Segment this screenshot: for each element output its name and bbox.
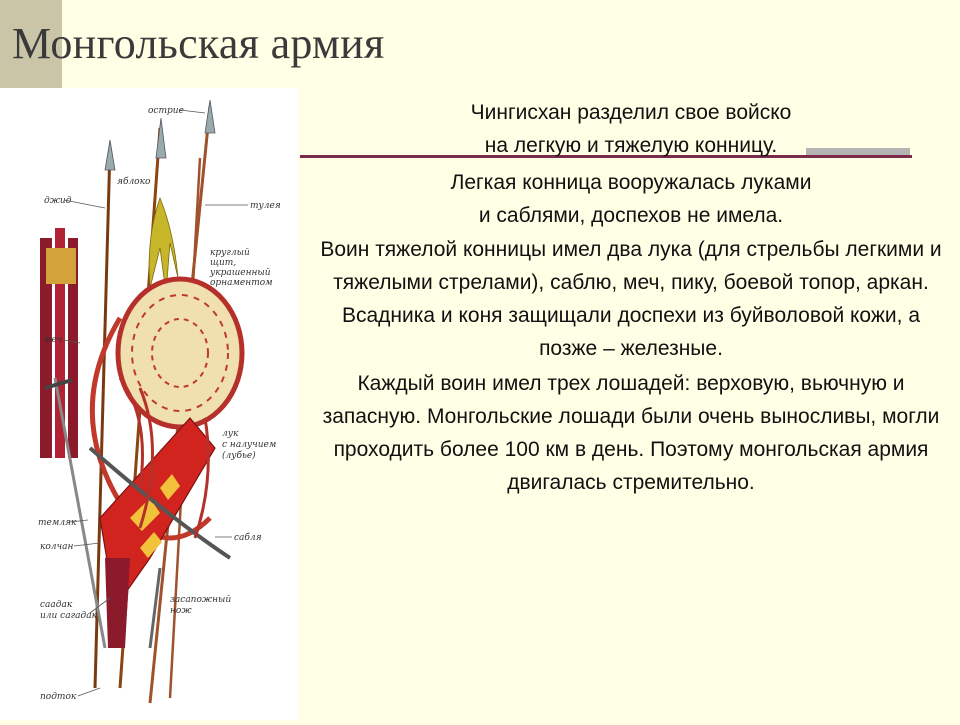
- label-sword: меч: [44, 335, 63, 345]
- spear-tip-2: [156, 118, 166, 158]
- paragraph-light-cavalry: [318, 166, 944, 232]
- label-knife-1: засапожный: [170, 595, 232, 605]
- paragraph-line: и саблями, доспехов не имела.: [478, 204, 784, 227]
- bowcase: [105, 558, 130, 648]
- paragraph-divisions: [318, 96, 944, 162]
- label-saber: сабля: [234, 533, 262, 543]
- label-butt: подток: [40, 692, 77, 702]
- spear-tip: [205, 100, 215, 133]
- label-knife-2: нож: [170, 606, 192, 616]
- javelin-tip: [105, 140, 115, 170]
- paragraph-horses: Каждый воин имел трех лошадей: верховую, вьючную и запасную. Монгольские лошади были очень выносливы, могли проходить более 100 км в день. Поэтому монгольская армия двигалась стремительно.: [322, 372, 940, 494]
- paragraph-line: Чингисхан разделил свое войско: [470, 101, 792, 124]
- paragraph-line: на легкую и тяжелую конницу.: [484, 134, 778, 157]
- label-tip: острие: [148, 106, 184, 116]
- label-apple: яблоко: [117, 177, 151, 187]
- label-bow-3: (лубье): [222, 451, 256, 461]
- label-bow-2: с налучием: [222, 440, 277, 450]
- round-shield: [118, 279, 242, 427]
- label-shield-4: орнаментом: [210, 278, 273, 288]
- label-javelin: джид: [44, 196, 72, 206]
- label-bow-1: лук: [222, 429, 239, 439]
- leader-butt: [78, 688, 100, 696]
- label-bowcase-2: или сагадак: [40, 611, 97, 621]
- weapons-drawing: [0, 88, 298, 720]
- label-lanyard: темляк: [38, 518, 77, 528]
- label-quiver: колчан: [40, 542, 74, 552]
- paragraph-heavy-cavalry: Воин тяжелой конницы имел два лука (для стрельбы легкими и тяжелыми стрелами), саблю, меч, пику, боевой топор, аркан. Всадника и коня защищали доспехи из буйволовой кожи, а позже – железные.: [320, 238, 942, 360]
- label-shield-2: щит,: [210, 258, 237, 268]
- slide-text-body: [318, 96, 944, 499]
- label-shield-1: круглый: [210, 248, 250, 258]
- arrow-fletching: [46, 248, 76, 284]
- paragraph-line: Легкая конница вооружалась луками: [450, 171, 812, 194]
- label-bowcase-1: саадак: [40, 600, 73, 610]
- weapons-illustration: [0, 88, 298, 720]
- label-tube: тулея: [250, 201, 281, 211]
- slide-title: Монгольская армия: [12, 19, 385, 68]
- label-shield-3: украшенный: [210, 268, 271, 278]
